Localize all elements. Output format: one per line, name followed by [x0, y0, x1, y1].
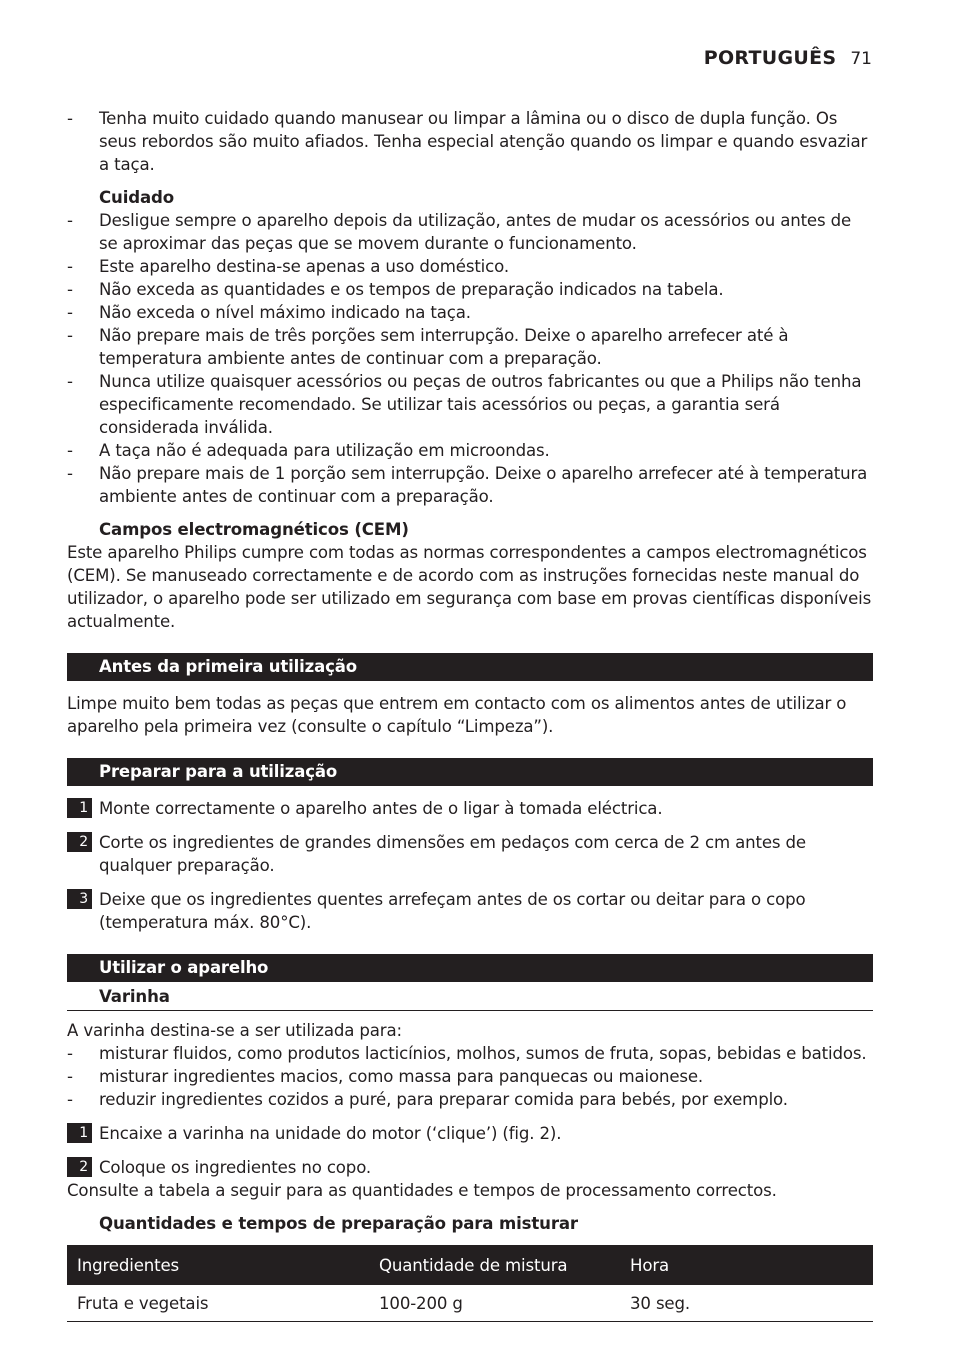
step-1: 1 Monte correctamente o aparelho antes de o ligar à tomada eléctrica.: [67, 797, 873, 820]
section-bar-before-first-use: Antes da primeira utilização: [67, 653, 873, 681]
table-heading: Quantidades e tempos de preparação para misturar: [99, 1214, 578, 1233]
caution-list: [67, 209, 873, 508]
step-1: 1 Encaixe a varinha na unidade do motor (‘clique’) (fig. 2).: [67, 1122, 873, 1145]
varinha-heading: Varinha: [67, 985, 873, 1011]
table-note: Consulte a tabela a seguir para as quantidades e tempos de processamento correctos.: [67, 1181, 777, 1200]
column-header: Hora: [620, 1245, 873, 1285]
emf-text: Este aparelho Philips cumpre com todas as normas correspondentes a campos electromagnéticos (CEM). Se manuseado correctamente e de acordo com as instruções fornecidas neste manual do utilizador, o aparelho pode ser utilizado em segurança com base em provas científicas disponíveis actualmente.: [67, 543, 872, 631]
emf-heading: Campos electromagnéticos (CEM): [99, 520, 409, 539]
quantities-table: [67, 1245, 873, 1322]
page-header: [704, 47, 872, 69]
list-item: - Não exceda o nível máximo indicado na taça.: [67, 303, 471, 322]
step-2: 2 Coloque os ingredientes no copo.: [67, 1156, 873, 1179]
caution-heading: Cuidado: [99, 188, 174, 207]
varinha-intro: A varinha destina-se a ser utilizada para:: [67, 1021, 402, 1040]
step-number: 2: [67, 1157, 92, 1177]
section-bar-prepare: Preparar para a utilização: [67, 758, 873, 786]
list-item: - Desligue sempre o aparelho depois da utilização, antes de mudar os acessórios ou antes de se aproximar das peças que se movem durante o funcionamento.: [67, 211, 852, 253]
page-number: 71: [850, 49, 872, 69]
list-item: - Não exceda as quantidades e os tempos de preparação indicados na tabela.: [67, 280, 724, 299]
step-2: 2 Corte os ingredientes de grandes dimensões em pedaços com cerca de 2 cm antes de qualquer preparação.: [67, 831, 873, 877]
table-cell: 100-200 g: [369, 1285, 620, 1322]
language-label: PORTUGUÊS: [703, 47, 837, 69]
step-number: 2: [67, 832, 92, 852]
page-content: [67, 107, 873, 1322]
column-header: Ingredientes: [67, 1245, 369, 1285]
table-cell: Fruta e vegetais: [67, 1285, 369, 1322]
list-item: - Não prepare mais de 1 porção sem interrupção. Deixe o aparelho arrefecer até à temperatura ambiente antes de continuar com a preparação.: [67, 464, 868, 506]
list-item: - Tenha muito cuidado quando manusear ou limpar a lâmina ou o disco de dupla função. Os seus rebordos são muito afiados. Tenha especial atenção quando os limpar e quando esvaziar a taça.: [67, 109, 868, 174]
before-first-use-text: Limpe muito bem todas as peças que entrem em contacto com os alimentos antes de utilizar o aparelho pela primeira vez (consulte o capítulo “Limpeza”).: [67, 694, 847, 736]
list-item: - Este aparelho destina-se apenas a uso doméstico.: [67, 257, 509, 276]
list-item: - Não prepare mais de três porções sem interrupção. Deixe o aparelho arrefecer até à temperatura ambiente antes de continuar com a preparação.: [67, 326, 789, 368]
list-item: - Nunca utilize quaisquer acessórios ou peças de outros fabricantes ou que a Philips não tenha especificamente recomendado. Se utilizar tais acessórios ou peças, a garantia será considerada inválida.: [67, 372, 862, 437]
step-number: 1: [67, 1123, 92, 1143]
column-header: Quantidade de mistura: [369, 1245, 620, 1285]
section-bar-using: Utilizar o aparelho: [67, 954, 873, 982]
table-cell: 30 seg.: [620, 1285, 873, 1322]
table-row: [67, 1285, 873, 1322]
step-number: 1: [67, 798, 92, 818]
list-item: - reduzir ingredientes cozidos a puré, para preparar comida para bebés, por exemplo.: [67, 1090, 788, 1109]
list-item: - misturar fluidos, como produtos lacticínios, molhos, sumos de fruta, sopas, bebidas e batidos.: [67, 1044, 867, 1063]
step-number: 3: [67, 889, 92, 909]
list-item: - misturar ingredientes macios, como massa para panquecas ou maionese.: [67, 1067, 704, 1086]
step-3: 3 Deixe que os ingredientes quentes arrefeçam antes de os cortar ou deitar para o copo (temperatura máx. 80°C).: [67, 888, 873, 934]
list-item: - A taça não é adequada para utilização em microondas.: [67, 441, 550, 460]
